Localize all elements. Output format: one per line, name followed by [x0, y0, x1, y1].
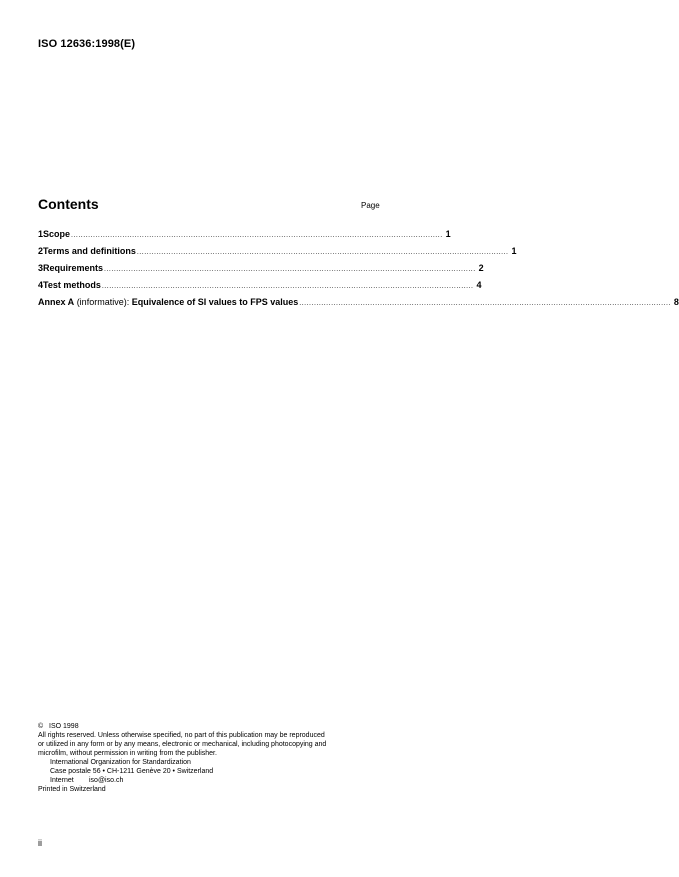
- toc-dot-leader: ........................................................................................................................................................: [136, 249, 509, 256]
- toc-entry-number: 1: [38, 229, 44, 239]
- toc-entry-requirements[interactable]: [38, 263, 484, 280]
- toc-entry-title: Scope: [43, 229, 71, 239]
- organization-address: Case postale 56 • CH-1211 Genève 20 • Switzerland: [50, 768, 214, 775]
- page-number: ii: [38, 838, 42, 848]
- page-column-label: Page: [361, 201, 380, 210]
- toc-entry-page: 2: [478, 263, 484, 273]
- internet-address-link[interactable]: iso@iso.ch: [89, 777, 124, 784]
- toc-entry-page: 4: [476, 280, 482, 290]
- copyright-notice: ISO 1998: [49, 723, 79, 730]
- internet-label: Internet: [50, 777, 74, 784]
- rights-statement-line-2: or utilized in any form or by any means, electronic or mechanical, including photocopying and: [38, 741, 327, 748]
- toc-entry-title: Requirements: [43, 263, 104, 273]
- document-identifier: ISO 12636:1998(E): [38, 38, 136, 50]
- toc-entry-title: Terms and definitions: [43, 246, 136, 256]
- table-of-contents: [38, 229, 679, 314]
- organization-name: International Organization for Standardization: [50, 759, 191, 766]
- toc-entry-number: 3: [38, 263, 44, 273]
- copyright-block: [38, 722, 388, 794]
- annex-title: Equivalence of SI values to FPS values: [131, 297, 299, 307]
- toc-entry-terms[interactable]: [38, 246, 517, 263]
- toc-entry-number: 2: [38, 246, 44, 256]
- toc-entry-annex-a[interactable]: [38, 297, 679, 314]
- rights-statement-line-1: All rights reserved. Unless otherwise specified, no part of this publication may be reproduced: [38, 732, 325, 739]
- toc-entry-number: 4: [38, 280, 44, 290]
- toc-entry-test-methods[interactable]: [38, 280, 482, 297]
- annex-qualifier: (informative):: [76, 297, 130, 307]
- toc-dot-leader: ........................................................................................................................................................: [104, 266, 476, 273]
- toc-dot-leader: ........................................................................................................................................................: [71, 232, 443, 239]
- toc-dot-leader: ........................................................................................................................................................: [299, 300, 671, 307]
- copyright-icon: ©: [38, 723, 44, 730]
- annex-label: Annex A: [38, 297, 75, 307]
- toc-dot-leader: ........................................................................................................................................................: [101, 283, 474, 290]
- toc-entry-page: 1: [511, 246, 517, 256]
- toc-entry-page: 1: [445, 229, 451, 239]
- printed-location: Printed in Switzerland: [38, 786, 106, 793]
- toc-entry-page: 8: [673, 297, 679, 307]
- toc-entry-title: Test methods: [43, 280, 101, 290]
- toc-entry-scope[interactable]: [38, 229, 451, 246]
- contents-heading: Contents: [38, 196, 99, 212]
- rights-statement-line-3: microfilm, without permission in writing from the publisher.: [38, 750, 217, 757]
